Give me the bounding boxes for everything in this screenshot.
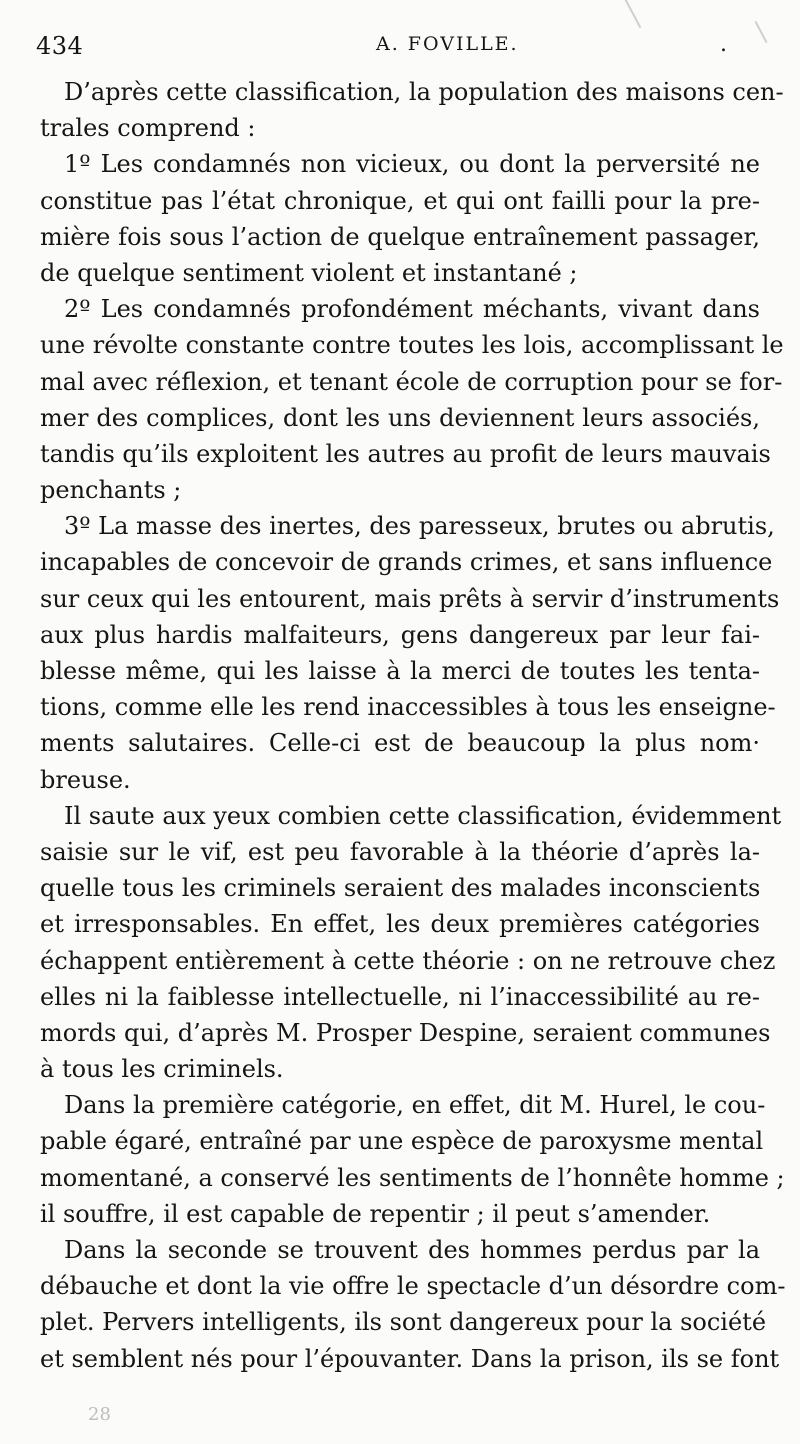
text-line: il souffre, il est capable de repentir ; il peut s’amender. [40, 1199, 711, 1228]
text-line: tandis qu’ils exploitent les autres au profit de leurs mauvais [40, 439, 771, 468]
text-line: momentané, a conservé les sentiments de l’honnête homme ; [40, 1163, 785, 1192]
text-line: à tous les criminels. [40, 1055, 284, 1084]
text-line: mière fois sous l’action de quelque entraînement passager, [40, 222, 760, 251]
text-line: constitue pas l’état chronique, et qui ont failli pour la pre- [40, 186, 760, 215]
text-line: et semblent nés pour l’épouvanter. Dans la prison, ils se font [40, 1344, 780, 1373]
text-line: saisie sur le vif, est peu favorable à la théorie d’après la- [40, 837, 760, 866]
text-line: plet. Pervers intelligents, ils sont dangereux pour la société [40, 1308, 767, 1337]
text-line: blesse même, qui les laisse à la merci de toutes les tenta- [40, 657, 760, 685]
text-line: trales comprend : [40, 114, 256, 143]
body-text [40, 74, 786, 1377]
text-line: mer des complices, dont les uns deviennent leurs associés, [40, 403, 760, 432]
text-line: Il saute aux yeux combien cette classification, évidemment [64, 801, 782, 830]
text-line: penchants ; [40, 476, 182, 505]
text-line: 2º Les condamnés profondément méchants, vivant dans [64, 295, 760, 324]
bleed-through-stroke [621, 0, 642, 28]
text-line: pable égaré, entraîné par une espèce de paroxysme mental [40, 1127, 764, 1156]
page-header [36, 32, 760, 62]
text-line: aux plus hardis malfaiteurs, gens dangereux par leur fai- [40, 620, 760, 649]
text-line: mords qui, d’après M. Prosper Despine, seraient communes [40, 1018, 771, 1047]
text-line: quelle tous les criminels seraient des malades inconscients [40, 874, 761, 903]
text-line: incapables de concevoir de grands crimes, et sans influence [40, 548, 773, 577]
header-mark: . [720, 32, 727, 57]
text-line: débauche et dont la vie offre le spectacle d’un désordre com- [40, 1272, 786, 1301]
page-number: 434 [36, 32, 84, 60]
text-line: mal avec réflexion, et tenant école de corruption pour se for- [40, 367, 783, 396]
text-line: 3º La masse des inertes, des paresseux, brutes ou abrutis, [64, 512, 775, 541]
text-line: et irresponsables. En effet, les deux premières catégories [40, 910, 760, 939]
text-line: ments salutaires. Celle-ci est de beaucoup la plus nom· [40, 729, 760, 758]
text-line: une révolte constante contre toutes les lois, accomplissant le [40, 331, 784, 360]
text-line: échappent entièrement à cette théorie : on ne retrouve chez [40, 946, 776, 975]
signature-mark: 28 [88, 1404, 111, 1425]
text-line: tions, comme elle les rend inaccessibles à tous les enseigne- [40, 693, 776, 722]
running-head: A. FOVILLE. [376, 33, 519, 55]
text-line: 1º Les condamnés non vicieux, ou dont la perversité ne [64, 150, 760, 179]
text-line: elles ni la faiblesse intellectuelle, ni l’inaccessibilité au re- [40, 982, 760, 1011]
text-line: Dans la seconde se trouvent des hommes perdus par la [64, 1236, 760, 1264]
text-line: D’après cette classification, la population des maisons cen- [64, 78, 784, 106]
text-line: Dans la première catégorie, en effet, dit M. Hurel, le cou- [64, 1091, 766, 1120]
text-line: breuse. [40, 765, 131, 794]
text-line: de quelque sentiment violent et instantané ; [40, 258, 578, 287]
text-line: sur ceux qui les entourent, mais prêts à servir d’instruments [40, 584, 780, 613]
